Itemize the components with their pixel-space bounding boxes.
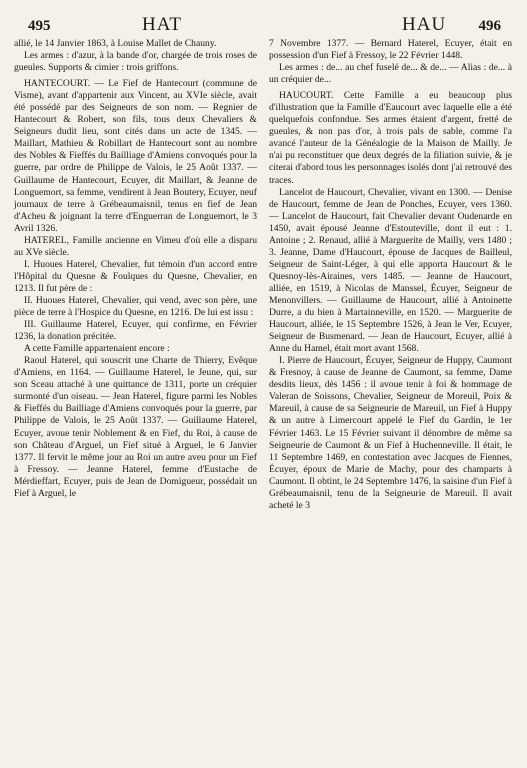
paragraph: I. Huoues Haterel, Chevalier, fut témoin d'un accord entre l'Hôpital du Quesne & Foulques du Quesne, Chevalier, en 1213. Il fut père de : [14, 258, 257, 294]
page-header [14, 0, 513, 38]
paragraph: I. Pierre de Haucourt, Écuyer, Seigneur de Huppy, Caumont & Fresnoy, à cause de Jeanne de Caumont, sa femme, Dame desdits lieux, dès 1456 : il avoue tenir à foi & hommage de Valeran de Soissons, Chevalier, Seigneur de Moreuil, Poix & Mareuil, à cause de sa Seigneurie de Mareuil, un Fief à Huppy & un autre à Limercourt appelé le Fief du Gardin, le 1er Février 1463. Le 15 Février suivant il dénombre de même sa Seigneurie de Caumont & un Fief à Huchenneville. Il était, le 11 Septembre 1469, en contestation avec Jacques de Fiennes, Écuyer, époux de Marie de Machy, pour des champarts à Caumont. Il obtint, le 24 Septembre 1476, la saisine d'un Fief à Grébeaumaisnil, tenu de la Seigneurie de Mareuil. Il avait acheté le 3 [269, 355, 512, 511]
paragraph: allié, le 14 Janvier 1863, à Louise Mallet de Chauny. [14, 38, 217, 49]
paragraph: A cette Famille appartenaient encore : [24, 343, 170, 355]
paragraph-hantecourt: HANTECOURT. — Le Fief de Hantecourt (commune de Visme), avant d'appartenir aux Vincent, au XVIe siècle, avait été possédé par des Seigneurs de son nom. — Regnier de Hantecourt & Robert, son fils, tous deux Chevaliers & Seigneurs dudit lieu, sont cités dans un acte de 1345. — Maillart, Mathieu & Robillart de Hantecourt sont au nombre des Nobles & Fieffés du Bailliage d'Amiens convoqués pour la guerre, par ordre de Philippe de Valois, le 25 Août 1337. — Guillaume de Hantecourt, Ecuyer, dit Maillart, & Jeanne de Longuemort, sa femme, vendirent à Jean Boutery, Ecuyer, neuf journaux de terre à Grébeaumaisnil, tenus en fief de Jean d'Acheu & joignant la terre d'Enguerran de Longuemort, le 3 Avril 1326. [14, 78, 257, 234]
page-number-left: 495 [28, 18, 51, 34]
running-head-right: HAU [402, 14, 447, 35]
paragraph: 7 Novembre 1377. — Bernard Haterel, Ecuyer, était en possession d'un Fief à Fressoy, le 22 Février 1448. [269, 38, 512, 62]
left-column [14, 38, 257, 512]
paragraph: Lancelot de Haucourt, Chevalier, vivant en 1300. — Denise de Haucourt, femme de Jean de Ponches, Ecuyer, vers 1360. — Lancelot de Haucourt, fait Chevalier devant Oudenarde en 1450, avait épousé Jeanne d'Estouteville, dont il eut : 1. Antoine ; 2. Renaud, allié à Marguerite de Mailly, vers 1480 ; 3. Jeanne, Dame d'Haucourt, épouse de Jacques de Bailleul, Seigneur de Saint-Léger, à qui elle apporta Haucourt & le Quesnoy-lès-Airaines, vers 1485. — Jeanne de Haucourt, alliée, en 1519, à Nicolas de Manssel, Écuyer, Seigneur de Menonvillers. — Guillaume de Haucourt, allié à Antoinette Durre, a du bien à Martainneville, en 1520. — Marguerite de Haucourt, alliée, le 15 Septembre 1526, à Jean le Ver, Ecuyer, Seigneur de Busmenard. — Jean de Haucourt, Ecuyer, allié à Anne du Hamel, était mort avant 1568. [269, 186, 512, 355]
paragraph: Les armes : de... au chef fuselé de... & de... — Alias : de... à un créquier de... [269, 62, 512, 86]
paragraph: II. Huoues Haterel, Chevalier, qui vend, avec son père, une pièce de terre à l'Hospice du Quesne, en 1216. De lui est issu : [14, 294, 257, 319]
running-head-left: HAT [142, 14, 182, 35]
paragraph: Les armes : d'azur, à la bande d'or, chargée de trois roses de gueules. Supports & cimier : trois griffons. [14, 50, 257, 74]
paragraph-haterel: HATEREL, Famille ancienne en Vimeu d'où elle a disparu au XVe siècle. [14, 234, 257, 258]
right-column [269, 38, 512, 512]
paragraph: Raoul Haterel, qui souscrit une Charte de Thierry, Evêque d'Amiens, en 1164. — Guillaume Haterel, le Jeune, qui, sur son Sceau attaché à une quittance de 1311, porte un créquier surmonté d'un oiseau. — Jean Haterel, figure parmi les Nobles & Fieffés du Bailliage d'Amiens convoqués pour la guerre, par Philippe de Valois, le 25 Août 1337. — Guillaume Haterel, Ecuyer, avoue tenir Noblement & en Fief, du Roi, à cause de son Château d'Arguel, un Fief situé à Arguel, le 6 Janvier 1377. Il fervit le même jour au Roi un autre aveu pour un Fief à Fressoy. — Jeanne Haterel, femme d'Eustache de Mérdieffart, Ecuyer, puis de Jean de Domigueur, possédait un Fief à Arguel, le [14, 355, 257, 499]
paragraph: III. Guillaume Haterel, Ecuyer, qui confirme, en Février 1236, la donation précitée. [14, 319, 257, 343]
paragraph-haucourt: HAUCOURT. Cette Famille a eu beaucoup plus d'illustration que la Famille d'Eaucourt avec laquelle elle a été quelquefois confondue. Ses armes étaient d'argent, fretté de gueules, & non pas d'or, à trois pals de sable, comme l'a avancé l'auteur de la Généalogie de la Maison de Mailly. Je n'ai pu reconstituer que deux degrés de la filiation suivie, & je citerai d'abord tous les personnages isolés dont j'ai retrouvé des traces. [269, 90, 512, 186]
page-number-right: 496 [478, 18, 501, 34]
text-columns [14, 38, 513, 512]
